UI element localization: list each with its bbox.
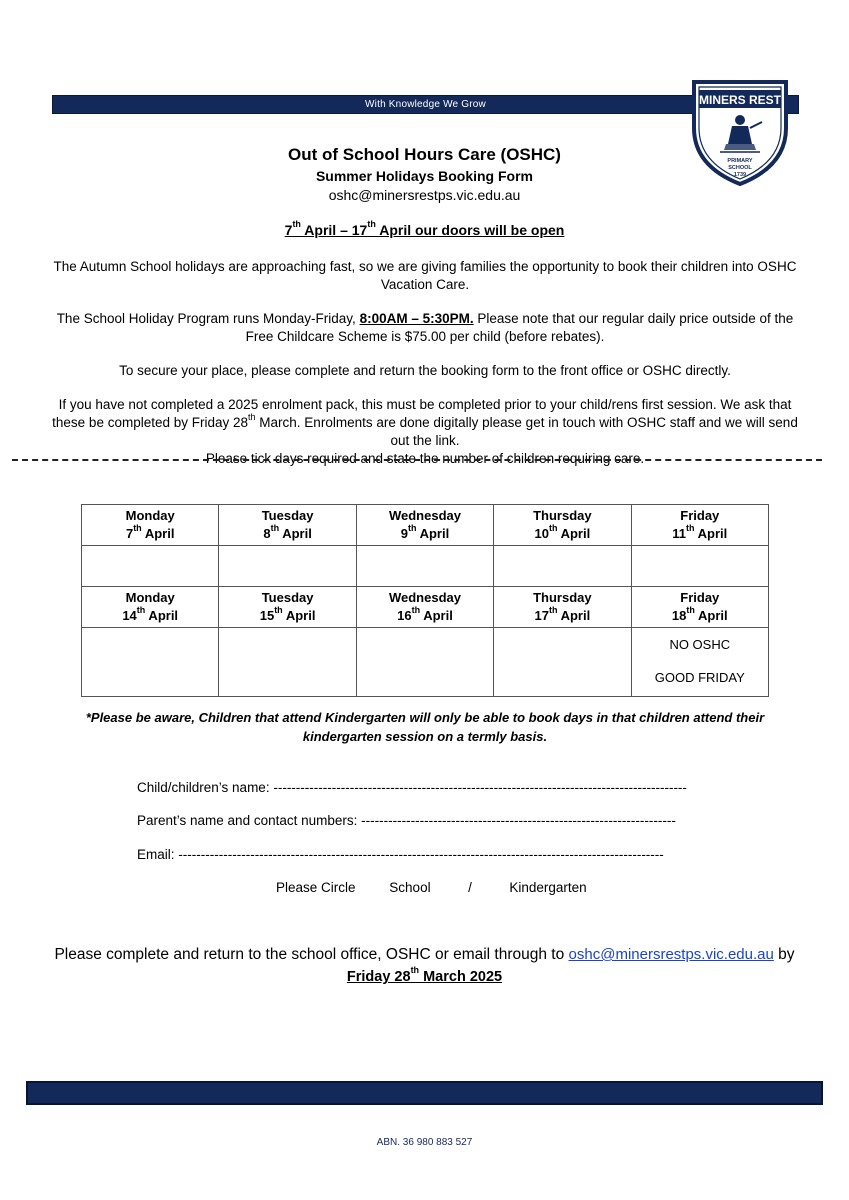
- enrolment-date-suffix: th: [248, 411, 256, 422]
- day-suffix: th: [136, 604, 146, 615]
- deadline-a: Friday 28: [346, 969, 411, 985]
- good-friday-text: GOOD FRIDAY: [654, 670, 745, 685]
- option-kindergarten[interactable]: Kindergarten: [509, 880, 587, 895]
- day-header-cell: [631, 587, 768, 628]
- day-month: April: [557, 608, 591, 623]
- day-suffix: th: [686, 522, 695, 533]
- program-hours-paragraph: [50, 310, 800, 346]
- tick-instructions: Please tick days required and state the number of children requiring care.: [205, 451, 645, 466]
- day-name: Friday: [680, 590, 720, 605]
- day-suffix: th: [274, 604, 283, 615]
- enrolment-text-a: If you have not completed a 2025 enrolment pack, this must be completed prior to your child/rens first session. We ask that these be completed by Friday 28: [52, 397, 792, 430]
- kindergarten-warning: *Please be aware, Children that attend Kindergarten will only be able to book days in that children attend their kindergarten session on a termly basis.: [85, 710, 765, 744]
- parent-contact-field[interactable]: [137, 813, 676, 828]
- day-number: 11: [672, 526, 687, 541]
- day-month: April: [416, 526, 450, 541]
- day-number: 10: [534, 526, 549, 541]
- day-suffix: th: [407, 522, 417, 533]
- option-separator: /: [468, 880, 472, 895]
- day-suffix: th: [548, 522, 558, 533]
- tick-cell-mon-14[interactable]: [82, 628, 219, 697]
- day-name: Tuesday: [261, 590, 314, 605]
- day-header-cell: [219, 505, 356, 546]
- day-name: Thursday: [533, 590, 592, 605]
- day-month: April: [282, 608, 316, 623]
- day-number: 17: [534, 608, 549, 623]
- motto-banner: [52, 95, 799, 114]
- dates-day1-suffix: th: [292, 219, 301, 230]
- intro-paragraph: The Autumn School holidays are approaching fast, so we are giving families the opportunity to book their children into OSHC Vacation Care.: [53, 259, 797, 292]
- program-price: Please note that our regular daily price outside of the Free Childcare Scheme is $75.00 per child (before rebates).: [245, 311, 794, 344]
- day-month: April: [141, 526, 175, 541]
- day-name: Thursday: [533, 508, 592, 523]
- week1-tick-row: [82, 546, 769, 587]
- tick-cell-tue-8[interactable]: [219, 546, 356, 587]
- deadline-b: March 2025: [419, 969, 503, 985]
- email-field[interactable]: [137, 847, 664, 862]
- tick-cell-wed-16[interactable]: [356, 628, 493, 697]
- booking-days-table: [81, 504, 769, 697]
- child-name-line: --------------------------------------------------------------------------------------------: [269, 780, 687, 795]
- week2-header-row: [82, 587, 769, 628]
- day-month: April: [279, 526, 312, 541]
- day-number: 16: [397, 608, 412, 623]
- tick-cell-wed-9[interactable]: [356, 546, 493, 587]
- day-name: Monday: [125, 590, 175, 605]
- crest-line1: PRIMARY: [727, 158, 753, 164]
- day-number: 7: [125, 526, 134, 541]
- dates-end: April our doors will be open: [375, 222, 565, 238]
- day-header-cell: [82, 505, 219, 546]
- abn-number: ABN. 36 980 883 527: [376, 1137, 473, 1148]
- day-number: 14: [122, 608, 137, 623]
- footer-bar: [26, 1081, 823, 1105]
- day-month: April: [145, 608, 179, 623]
- return-deadline: [0, 965, 849, 985]
- tick-cell-tue-15[interactable]: [219, 628, 356, 697]
- day-header-cell: [356, 587, 493, 628]
- day-number: 8: [263, 526, 271, 541]
- day-header-cell: [82, 587, 219, 628]
- deadline-suffix: th: [410, 965, 420, 976]
- good-friday-note-cell: [631, 628, 768, 697]
- dates-day1: 7: [284, 222, 293, 238]
- tick-cell-fri-11[interactable]: [631, 546, 768, 587]
- dates-mid: April – 17: [300, 222, 368, 238]
- day-name: Friday: [680, 508, 720, 523]
- crest-line3: 1739: [733, 172, 747, 178]
- contact-email: oshc@minersrestps.vic.edu.au: [328, 187, 521, 203]
- enrolment-text-b: March. Enrolments are done digitally please get in touch with OSHC staff and we will send out the link.: [255, 415, 798, 448]
- day-header-cell: [494, 587, 631, 628]
- day-month: April: [694, 608, 728, 623]
- tick-cell-thu-17[interactable]: [494, 628, 631, 697]
- day-month: April: [694, 526, 728, 541]
- return-instructions-post: by: [773, 946, 795, 963]
- child-name-label: Child/children’s name:: [137, 780, 270, 795]
- form-subtitle: Summer Holidays Booking Form: [315, 168, 534, 184]
- motto-text: With Knowledge We Grow: [365, 99, 486, 110]
- day-month: April: [420, 608, 453, 623]
- day-name: Monday: [125, 508, 175, 523]
- day-suffix: th: [270, 522, 280, 533]
- day-number: 15: [259, 608, 275, 623]
- tick-cell-mon-7[interactable]: [82, 546, 219, 587]
- day-name: Tuesday: [261, 508, 314, 523]
- parent-contact-label: Parent’s name and contact numbers:: [137, 813, 358, 828]
- day-header-cell: [356, 505, 493, 546]
- email-line: ------------------------------------------------------------------------------------------------------------: [174, 847, 664, 862]
- circle-label: Please Circle: [276, 880, 356, 895]
- week2-tick-row: [82, 628, 769, 697]
- day-header-cell: [631, 505, 768, 546]
- day-suffix: th: [133, 522, 142, 533]
- day-name: Wednesday: [388, 590, 461, 605]
- tick-cell-thu-10[interactable]: [494, 546, 631, 587]
- day-header-cell: [494, 505, 631, 546]
- return-instructions: [0, 946, 849, 964]
- circle-choice-line: [276, 880, 587, 895]
- day-suffix: th: [686, 604, 695, 615]
- return-instructions-pre: Please complete and return to the school office, OSHC or email through to: [54, 946, 569, 963]
- day-name: Wednesday: [388, 508, 461, 523]
- child-name-field[interactable]: [137, 780, 687, 795]
- program-hours: 8:00AM – 5:30PM.: [359, 311, 474, 326]
- email-label: Email:: [137, 847, 175, 862]
- day-suffix: th: [411, 604, 421, 615]
- no-oshc-text: NO OSHC: [669, 637, 731, 652]
- crest-title: MINERS REST: [698, 93, 782, 107]
- week1-header-row: [82, 505, 769, 546]
- day-number: 18: [671, 608, 687, 623]
- day-suffix: th: [548, 604, 558, 615]
- secure-place-paragraph: To secure your place, please complete and return the booking form to the front office or OSHC directly.: [119, 363, 731, 378]
- oshc-email-link[interactable]: oshc@minersrestps.vic.edu.au: [568, 946, 774, 963]
- form-title: Out of School Hours Care (OSHC): [288, 145, 561, 164]
- dates-day2-suffix: th: [367, 219, 376, 230]
- crest-line2: SCHOOL: [728, 165, 752, 171]
- day-number: 9: [400, 526, 408, 541]
- option-school[interactable]: School: [389, 880, 431, 895]
- dashed-divider: [12, 459, 822, 461]
- program-hours-pre: The School Holiday Program runs Monday-Friday,: [56, 311, 360, 326]
- day-header-cell: [219, 587, 356, 628]
- day-month: April: [557, 526, 591, 541]
- enrolment-paragraph: [50, 396, 800, 468]
- parent-contact-line: ----------------------------------------------------------------------: [357, 813, 676, 828]
- dates-heading: [0, 219, 849, 238]
